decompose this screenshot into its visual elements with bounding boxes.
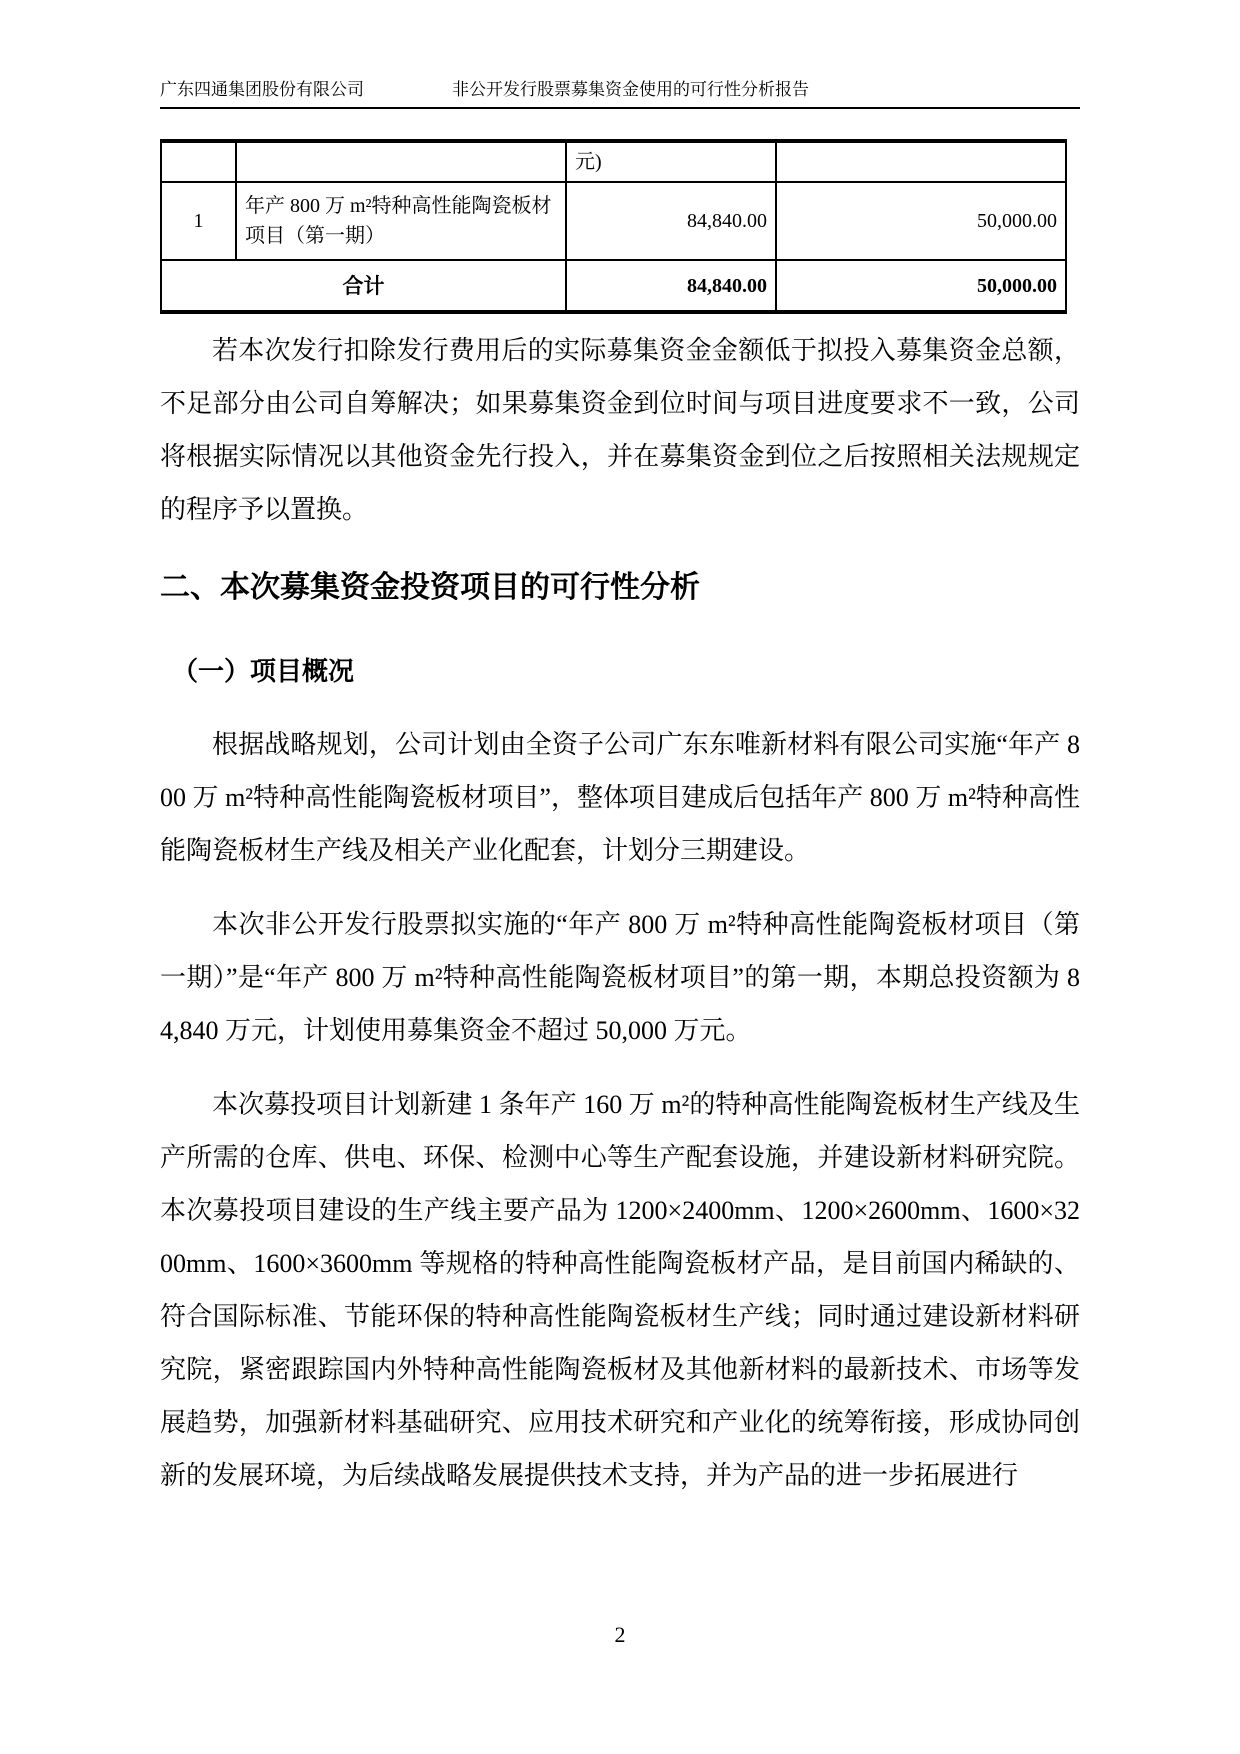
running-header	[160, 78, 1080, 109]
section-heading-feasibility-analysis: 二、本次募集资金投资项目的可行性分析	[160, 571, 700, 604]
paragraph-construction-details: 本次募投项目计划新建 1 条年产 160 万 m²的特种高性能陶瓷板材生产线及生产所需的仓库、供电、环保、检测中心等生产配套设施，并建设新材料研究院。本次募投项目建设的生产线主要产品为 1200×2400mm、1200×2600mm、1600×3200mm、1600×3600mm 等规格的特种高性能陶瓷板材产品，是目前国内稀缺的、符合国际标准、节能环保的特种高性能陶瓷板材生产线；同时通过建设新材料研究院，紧密跟踪国内外特种高性能陶瓷板材及其他新材料的最新技术、市场等发展趋势，加强新材料基础研究、应用技术研究和产业化的统筹衔接，形成协同创新的发展环境，为后续战略发展提供技术支持，并为产品的进一步拓展进行	[160, 1090, 1080, 1490]
cell-total-investment: 84,840.00	[566, 182, 776, 260]
header-cell-project	[236, 141, 566, 182]
cell-raised-funds-sum: 50,000.00	[776, 260, 1066, 312]
header-cell-investment-unit: 元)	[566, 141, 776, 182]
header-cell-no	[161, 141, 236, 182]
page-number: 2	[614, 1622, 626, 1647]
paragraph-phase-one-investment: 本次非公开发行股票拟实施的“年产 800 万 m²特种高性能陶瓷板材项目（第一期）”是“年产 800 万 m²特种高性能陶瓷板材项目”的第一期，本期总投资额为 84,840 万元，计划使用募集资金不超过 50,000 万元。	[160, 910, 1080, 1045]
paragraph-strategic-plan: 根据战略规划，公司计划由全资子公司广东东唯新材料有限公司实施“年产 800 万 m²特种高性能陶瓷板材项目”，整体项目建成后包括年产 800 万 m²特种高性能陶瓷板材生产线及相关产业化配套，计划分三期建设。	[160, 730, 1080, 865]
fund-usage-table	[160, 139, 1067, 314]
table-row-project	[161, 182, 1066, 260]
cell-raised-funds: 50,000.00	[776, 182, 1066, 260]
subsection-heading-project-overview: （一）项目概况	[172, 657, 355, 686]
cell-row-number: 1	[161, 182, 236, 260]
cell-project-name: 年产 800 万 m²特种高性能陶瓷板材项目（第一期）	[236, 182, 566, 260]
table-header-row	[161, 141, 1066, 182]
document-body	[160, 324, 1080, 1502]
cell-total-investment-sum: 84,840.00	[566, 260, 776, 312]
cell-total-label: 合计	[161, 260, 566, 312]
header-company-name: 广东四通集团股份有限公司	[160, 80, 364, 99]
header-cell-raised-funds	[776, 141, 1066, 182]
table-row-total	[161, 260, 1066, 312]
paragraph-fund-shortfall-note: 若本次发行扣除发行费用后的实际募集资金金额低于拟投入募集资金总额，不足部分由公司自筹解决；如果募集资金到位时间与项目进度要求不一致，公司将根据实际情况以其他资金先行投入，并在募集资金到位之后按照相关法规规定的程序予以置换。	[160, 336, 1080, 524]
header-report-title: 非公开发行股票募集资金使用的可行性分析报告	[452, 80, 809, 99]
